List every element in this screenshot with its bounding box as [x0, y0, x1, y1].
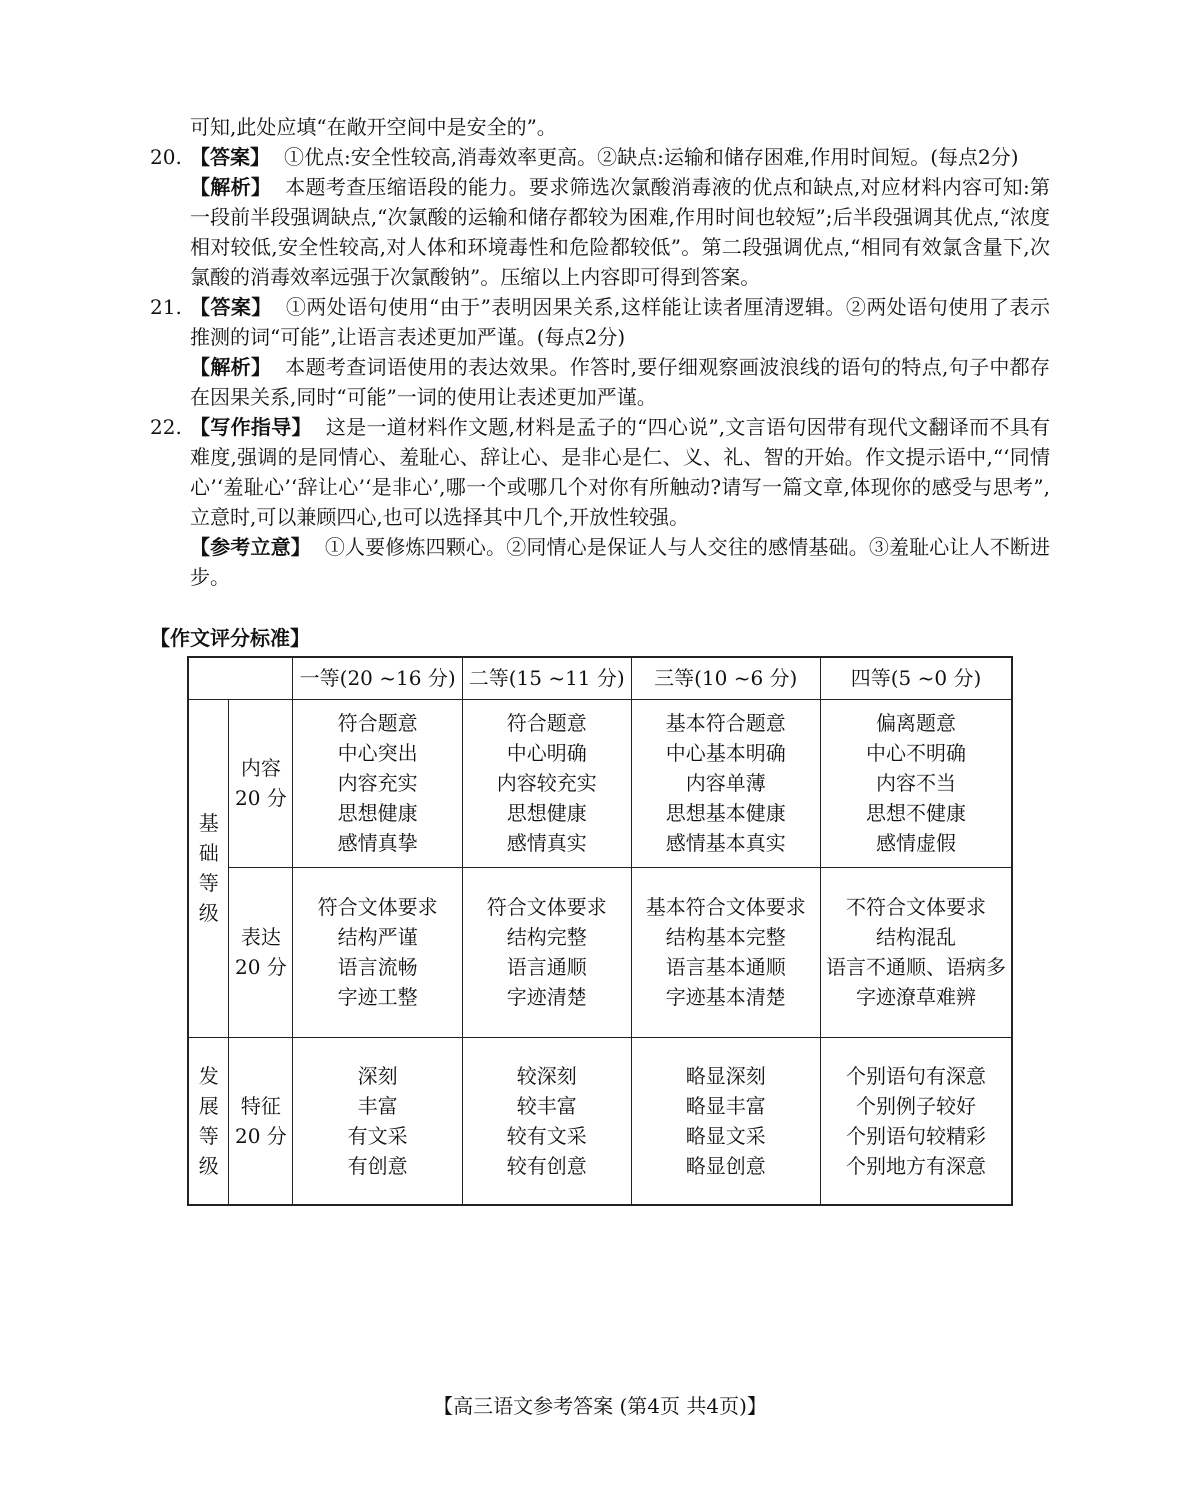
rubric-line: 较深刻 [516, 1063, 577, 1088]
criterion-name: 内容 [240, 756, 281, 780]
answer-text: ①两处语句使用“由于”表明因果关系,这样能让读者厘清逻辑。②两处语句使用了表示推测的词“可能”,让语言表述更加严谨。(每点2分) [190, 295, 1050, 349]
rubric-line: 个别语句有深意 [845, 1063, 986, 1088]
analysis-paragraph [190, 172, 1050, 292]
grade-header: 一等(20 ~16 分) [293, 657, 463, 699]
rubric-cell [820, 699, 1012, 867]
criterion-name: 表达 [240, 925, 281, 949]
answer-label: 【答案】 [190, 295, 272, 319]
item-20 [150, 142, 1050, 292]
rubric-line: 不符合文体要求 [845, 895, 986, 919]
criterion-cell [229, 1037, 293, 1205]
rubric-line: 字迹潦草难辨 [855, 985, 976, 1009]
analysis-paragraph [190, 352, 1050, 412]
rubric-cell [293, 867, 463, 1037]
rubric-line: 语言基本通顺 [665, 955, 786, 979]
criterion-name: 特征 [240, 1093, 281, 1118]
rubric-line: 略显文采 [685, 1123, 766, 1148]
analysis-label: 【解析】 [190, 175, 272, 199]
rubric-line: 个别语句较精彩 [845, 1123, 986, 1148]
rubric-line: 思想健康 [506, 801, 587, 825]
criterion-cell [229, 867, 293, 1037]
rubric-line: 符合题意 [506, 711, 587, 735]
rubric-line: 中心突出 [337, 741, 418, 765]
reference-idea-paragraph [190, 532, 1050, 592]
rubric-line: 符合题意 [337, 711, 418, 735]
rubric-cell [462, 1037, 631, 1205]
rubric-line: 中心明确 [506, 741, 587, 765]
rubric-line: 内容充实 [337, 771, 418, 795]
rubric-cell [631, 1037, 820, 1205]
rubric-line: 有创意 [347, 1153, 408, 1178]
rubric-line: 偏离题意 [875, 711, 956, 735]
rubric-line: 符合文体要求 [317, 895, 438, 919]
rubric-row-feature [188, 1037, 1012, 1205]
rubric-line: 个别例子较好 [855, 1093, 976, 1118]
answer-content [150, 112, 1050, 592]
rubric-line: 符合文体要求 [486, 895, 607, 919]
item-number: 20. [150, 145, 182, 169]
item-22 [150, 412, 1050, 592]
page-footer: 【高三语文参考答案 (第4页 共4页)】 [433, 1394, 767, 1418]
dev-level-label: 发展等级 [188, 1037, 229, 1205]
rubric-cell [820, 867, 1012, 1037]
analysis-label: 【解析】 [190, 355, 272, 379]
reference-idea-label: 【参考立意】 [190, 535, 311, 559]
reference-idea-text: ①人要修炼四颗心。②同情心是保证人与人交往的感情基础。③羞耻心让人不断进步。 [190, 535, 1051, 589]
rubric-line: 基本符合题意 [665, 711, 786, 735]
rubric-line: 略显创意 [685, 1153, 766, 1178]
rubric-line: 中心基本明确 [665, 741, 786, 765]
rubric-line: 有文采 [347, 1123, 408, 1148]
rubric-line: 略显深刻 [685, 1063, 766, 1088]
grade-header: 三等(10 ~6 分) [631, 657, 820, 699]
rubric-cell [462, 699, 631, 867]
analysis-text: 本题考查词语使用的表达效果。作答时,要仔细观察画波浪线的语句的特点,句子中都存在因果关系,同时“可能”一词的使用让表述更加严谨。 [190, 355, 1050, 409]
writing-guide-label: 【写作指导】 [190, 415, 312, 439]
rubric-cell [462, 867, 631, 1037]
rubric-line: 语言不通顺、语病多 [825, 955, 1006, 979]
rubric-cell [820, 1037, 1012, 1205]
item-number: 22. [150, 415, 182, 439]
criterion-score: 20 分 [235, 1123, 287, 1148]
rubric-cell [293, 1037, 463, 1205]
rubric-line: 思想基本健康 [665, 801, 786, 825]
rubric-title: 【作文评分标准】 [150, 626, 310, 650]
criterion-score: 20 分 [235, 955, 287, 979]
answer-paragraph [190, 292, 1050, 352]
rubric-line: 内容不当 [875, 771, 956, 795]
intro-line: 可知,此处应填“在敞开空间中是安全的”。 [190, 115, 557, 139]
criterion-cell [229, 699, 293, 867]
rubric-line: 结构基本完整 [665, 925, 786, 949]
rubric-line: 语言流畅 [337, 955, 418, 979]
answer-paragraph [190, 142, 1050, 172]
rubric-line: 结构混乱 [875, 925, 956, 949]
rubric-line: 字迹工整 [337, 985, 418, 1009]
rubric-corner-cell [188, 657, 293, 699]
rubric-line: 感情真实 [506, 831, 587, 855]
item-number: 21. [150, 295, 182, 319]
rubric-line: 思想不健康 [865, 801, 966, 825]
grade-header: 四等(5 ~0 分) [820, 657, 1012, 699]
rubric-cell [631, 867, 820, 1037]
rubric-line: 结构完整 [506, 925, 587, 949]
rubric-line: 思想健康 [337, 801, 418, 825]
rubric-line: 感情虚假 [875, 831, 956, 855]
grade-header: 二等(15 ~11 分) [462, 657, 631, 699]
rubric-line: 基本符合文体要求 [645, 895, 806, 919]
item-21 [150, 292, 1050, 412]
rubric-line: 字迹清楚 [506, 985, 587, 1009]
rubric-header-row [188, 657, 1012, 699]
rubric-cell [631, 699, 820, 867]
writing-guide-paragraph [190, 412, 1050, 532]
rubric-table [187, 656, 1013, 1206]
rubric-line: 字迹基本清楚 [665, 985, 786, 1009]
writing-guide-text: 这是一道材料作文题,材料是孟子的“四心说”,文言语句因带有现代文翻译而不具有难度,强调的是同情心、羞耻心、辞让心、是非心是仁、义、礼、智的开始。作文提示语中,“‘同情心’‘羞耻心’‘辞让心’‘是非心’,哪一个或哪几个对你有所触动?请写一篇文章,体现你的感受与思考”,立意时,可以兼顾四心,也可以选择其中几个,开放性较强。 [190, 415, 1051, 529]
rubric-line: 内容较充实 [496, 771, 597, 795]
rubric-line: 结构严谨 [337, 925, 418, 949]
rubric-cell [293, 699, 463, 867]
rubric-line: 感情基本真实 [665, 831, 786, 855]
rubric-line: 语言通顺 [506, 955, 587, 979]
rubric-line: 深刻 [357, 1063, 398, 1088]
rubric-line: 较丰富 [516, 1093, 577, 1118]
rubric-row-expression [188, 867, 1012, 1037]
rubric-row-content [188, 699, 1012, 867]
rubric-line: 丰富 [357, 1093, 398, 1118]
answer-text: ①优点:安全性较高,消毒效率更高。②缺点:运输和储存困难,作用时间短。(每点2分) [284, 145, 1019, 169]
basic-level-label: 基础等级 [188, 699, 229, 1037]
answer-label: 【答案】 [190, 145, 270, 169]
analysis-text: 本题考查压缩语段的能力。要求筛选次氯酸消毒液的优点和缺点,对应材料内容可知:第一段前半段强调缺点,“次氯酸的运输和储存都较为困难,作用时间也较短”;后半段强调其优点,“浓度相对较低,安全性较高,对人体和环境毒性和危险都较低”。第二段强调优点,“相同有效氯含量下,次氯酸的消毒效率远强于次氯酸钠”。压缩以上内容即可得到答案。 [190, 175, 1050, 289]
rubric-line: 较有文采 [506, 1123, 587, 1148]
rubric-line: 个别地方有深意 [845, 1153, 986, 1178]
rubric-line: 较有创意 [506, 1153, 587, 1178]
rubric-line: 中心不明确 [865, 741, 966, 765]
rubric-line: 内容单薄 [685, 771, 766, 795]
criterion-score: 20 分 [235, 786, 287, 810]
rubric-line: 感情真挚 [337, 831, 418, 855]
rubric-line: 略显丰富 [685, 1093, 766, 1118]
